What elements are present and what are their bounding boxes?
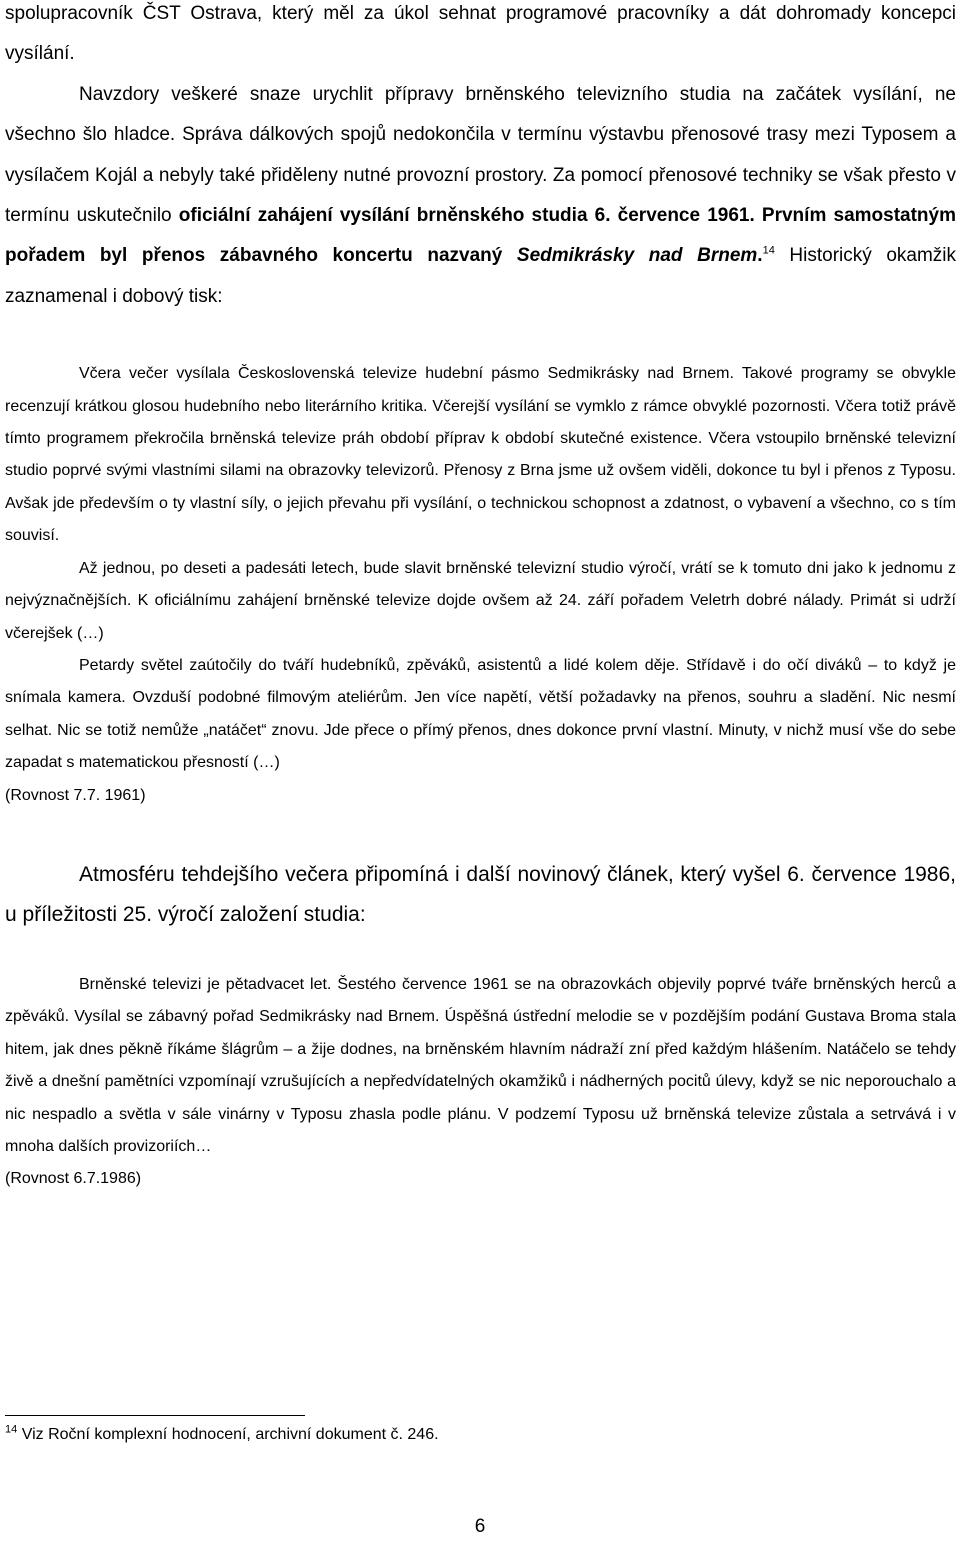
quote-paragraph: Petardy světel zaútočily do tváří hudebníků, zpěváků, asistentů a lidé kolem děje. Střídavě i do očí diváků – to když je snímala kamera. Ovzduší podobné filmovým ateliérům. Jen více napětí, větší požadavky na přenos, souhru a sladění. Nic nesmí selhat. Nic se totiž nemůže „natáčet“ znovu. Jde přece o přímý přenos, dnes dokonce první vlastní. Minuty, v nichž musí vše do sebe zapadat s matematickou přesností (…) [5,656,956,772]
quote-source: (Rovnost 6.7.1986) [5,1170,142,1188]
footnote-separator [5,1415,305,1416]
paragraph-text: Navzdory veškeré snaze urychlit přípravy brněnského televizního studia na začátek vysílání, ne všechno šlo hladce. Správa dálkových spojů nedokončila v termínu výstavbu přenosové trasy mezi Typosem a vysílačem Kojál a nebyly také přiděleny nutné provozní prostory. Za pomocí přenosové techniky se však přesto v termínu uskutečnilo [5,83,956,227]
quote-block-1986 [5,969,956,1196]
quote-block-1961 [5,358,956,812]
paragraph-broadcast-start [5,75,956,317]
quote-paragraph: Včera večer vysílala Československá televize hudební pásmo Sedmikrásky nad Brnem. Takové programy se obvykle recenzují krátkou glosou hudebního nebo literárního kritika. Včerejší vysílání se vymklo z rámce obvyklé pozornosti. Včera totiž právě tímto programem překročila brněnská televize práh období příprav k období skutečné existence. Včera vstoupilo brněnské televizní studio poprvé svými vlastními silami na obrazovky televizorů. Přenosy z Brna jsme už ovšem viděli, dokonce tu byl i přenos z Typosu. Avšak jde především o ty vlastní síly, o jejich převahu při vysílání, o technickou schopnost a zdatnost, o vybavení a všechno, co s tím souvisí. [5,365,956,545]
bold-period: . [757,245,763,267]
quote-paragraph: Až jednou, po deseti a padesáti letech, bude slavit brněnské televizní studio výročí, vrátí se k tomuto dni jako k jednomu z nejvýznačnějších. K oficiálnímu zahájení brněnské televize dojde ovšem až 24. září pořadem Veletrh dobré nálady. Primát si udrží včerejšek (…) [5,559,956,642]
document-page [5,0,956,1196]
quote-paragraph: Brněnské televizi je pětadvacet let. Šestého července 1961 se na obrazovkách objevily poprvé tváře brněnských herců a zpěváků. Vysílal se zábavný pořad Sedmikrásky nad Brnem. Úspěšná ústřední melodie se v pozdějším podání Gustava Broma stala hitem, jak dnes pěkně říkáme šlágrům – a žije dodnes, na brněnském hlavním nádraží zní před každým hlášením. Natáčelo se tehdy živě a dnešní pamětníci vzpomínají vzrušujících a nepředvídatelných okamžiků i nádherných pocitů úlevy, když se nic neporouchalo a nic nespadlo a světla v sále vinárny v Typosu zhasla podle plánu. V podzemí Typosu už brněnská televize zůstala a setrvává i v mnoha dalších provizoriích… [5,975,956,1155]
page-number: 6 [474,1516,486,1537]
paragraph-continued: spolupracovník ČST Ostrava, který měl za úkol sehnat programové pracovníky a dát dohromady koncepci vysílání. [5,3,956,65]
italic-program-title: Sedmikrásky nad Brnem [516,245,758,267]
footnote-text: Viz Roční komplexní hodnocení, archivní dokument č. 246. [21,1426,439,1443]
quote-source: (Rovnost 7.7. 1961) [5,786,146,804]
footnote-reference[interactable]: 14 [762,245,775,258]
footnote [5,1424,439,1446]
bold-launch-date: oficiální zahájení vysílání brněnského studia 6. července 1961. Prvním samostatným pořadem byl přenos zábavného koncertu nazvaný [5,205,956,267]
paragraph-atmosphere: Atmosféru tehdejšího večera připomíná i další novinový článek, který vyšel 6. července 1986, u příležitosti 25. výročí založení studia: [5,862,956,926]
paragraph-text-end: Historický okamžik zaznamenal i dobový tisk: [5,245,957,307]
footnote-number: 14 [5,1423,18,1436]
